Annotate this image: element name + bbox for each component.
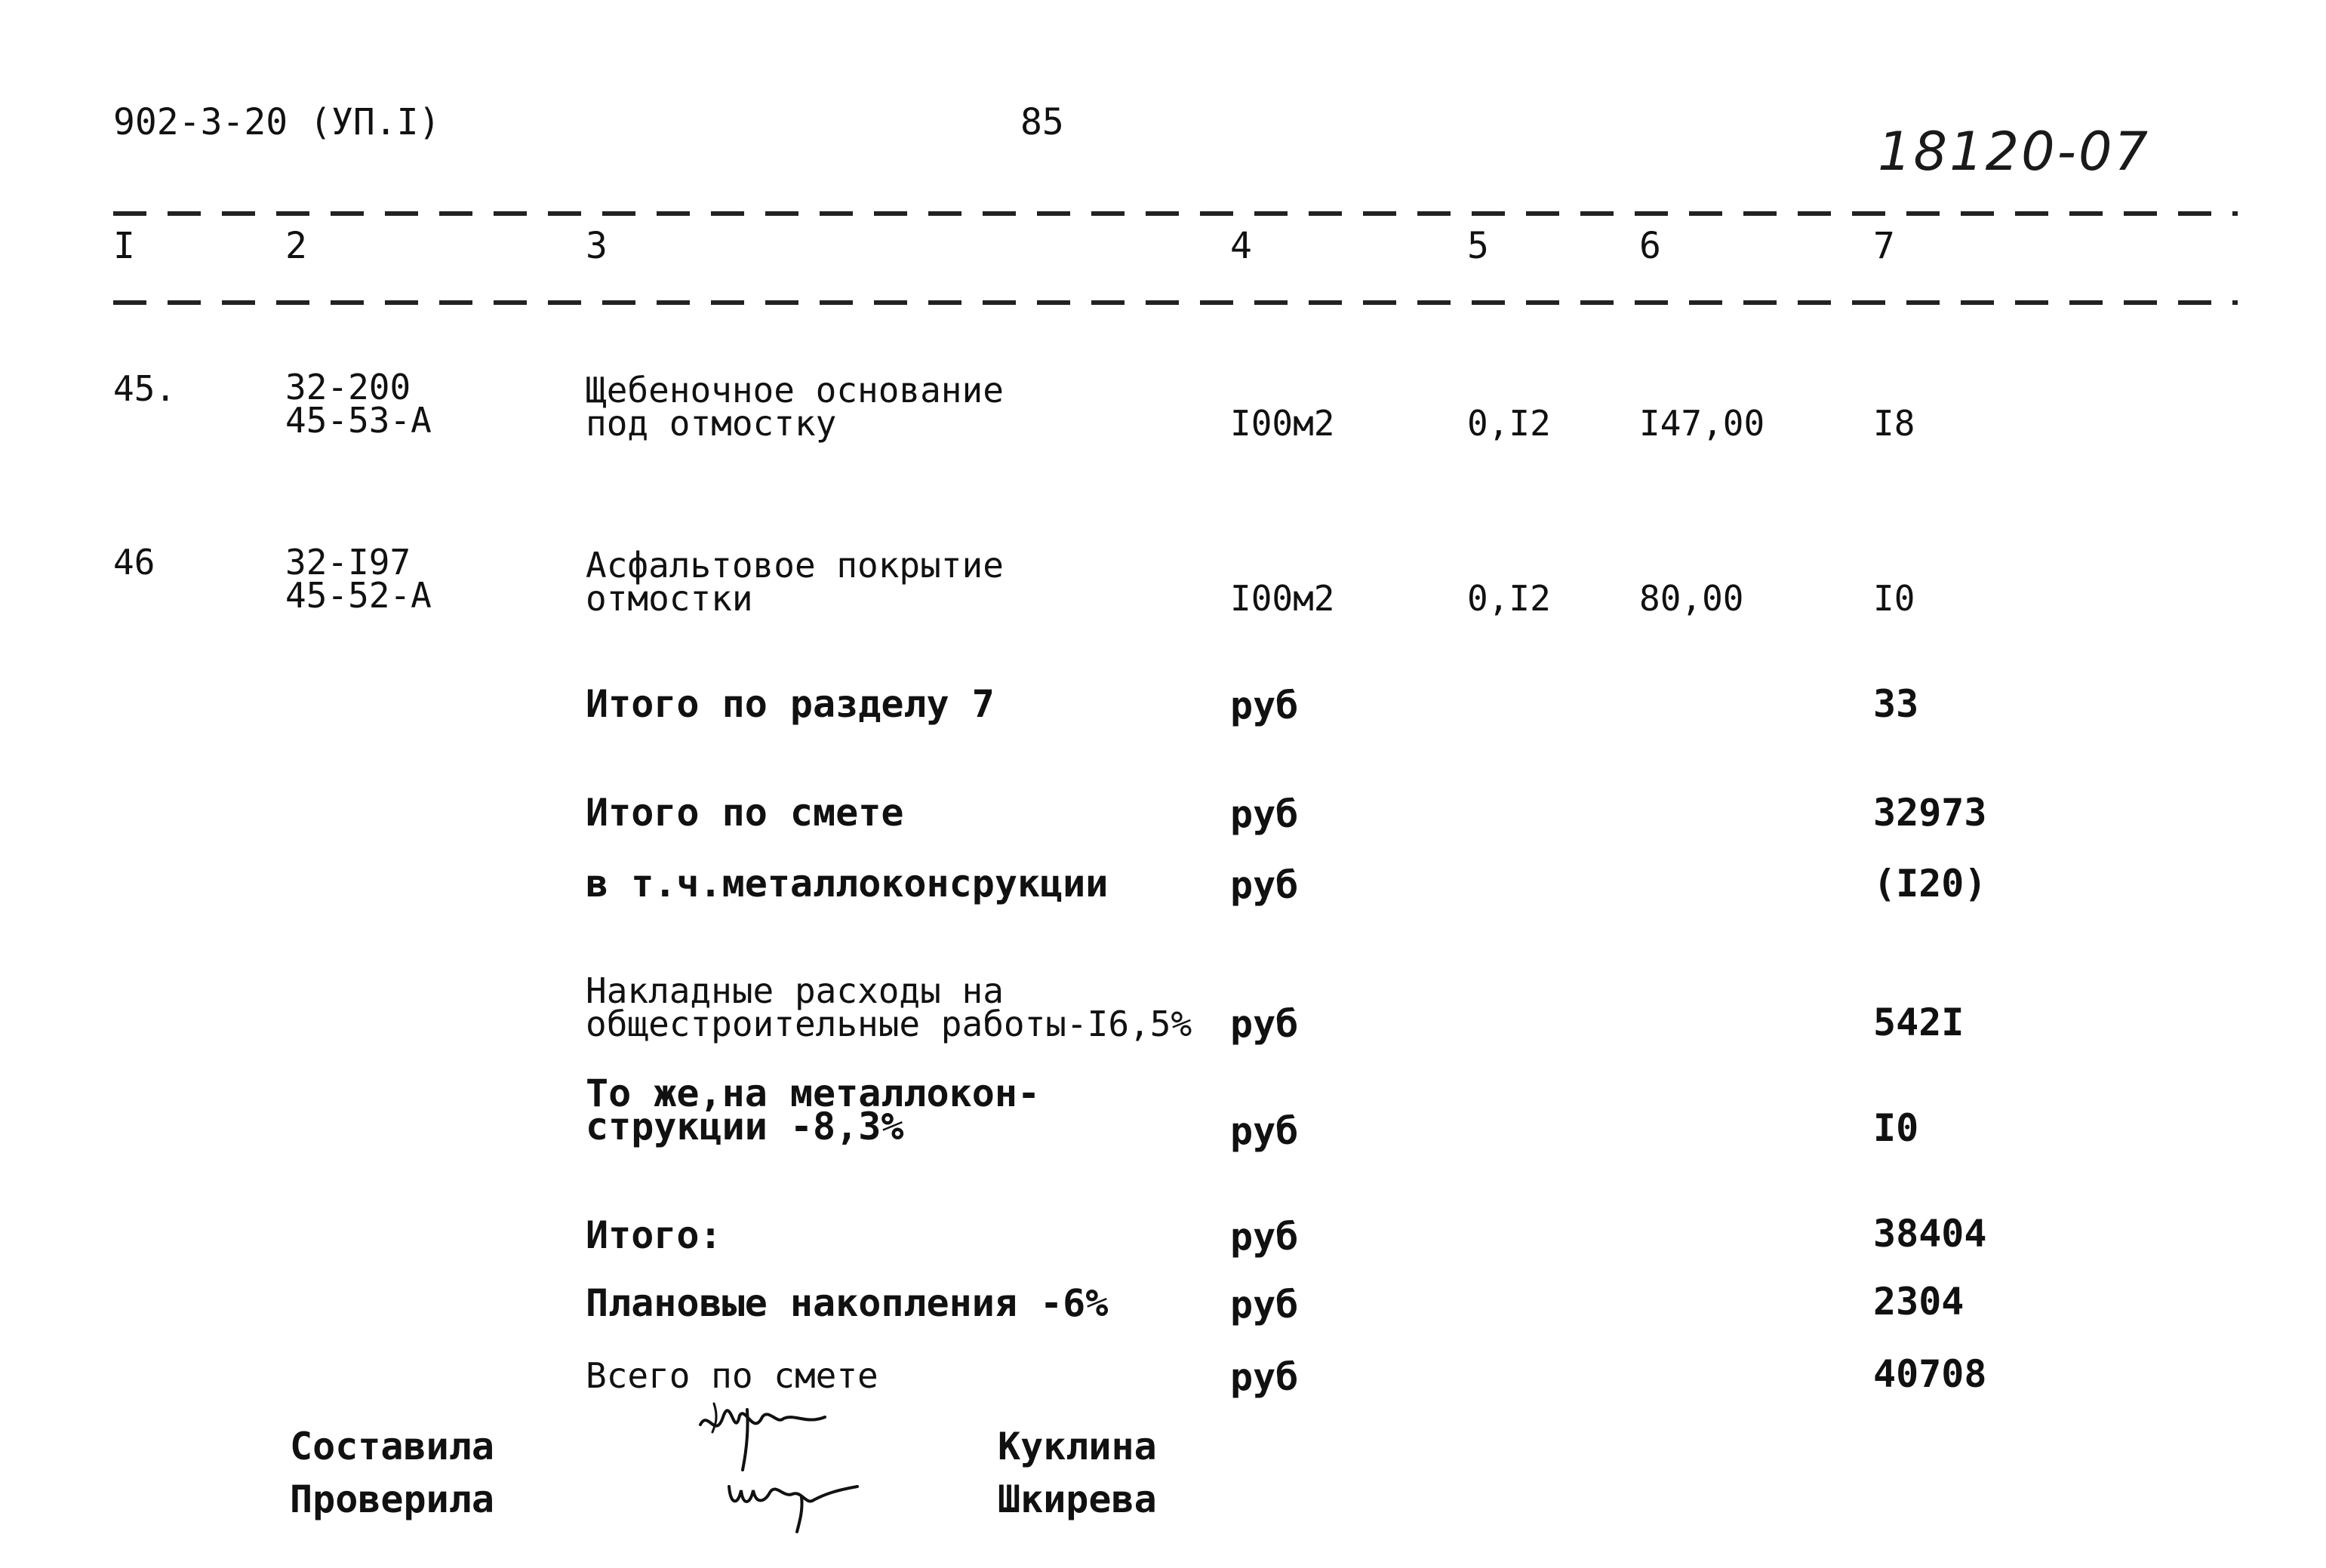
unit-price: I47,00 — [1639, 403, 1765, 444]
signature-checked — [723, 1464, 874, 1539]
unit: I00м2 — [1230, 578, 1335, 619]
work-description-line1: Асфальтовое покрытие — [586, 545, 1004, 586]
summary-label: Итого по смете — [586, 791, 904, 835]
work-description-line1: Щебеночное основание — [586, 370, 1004, 410]
quantity: 0,I2 — [1467, 578, 1551, 619]
stamp-number: 18120-07 — [1878, 121, 2151, 183]
summary-unit: руб — [1230, 863, 1299, 907]
rate-code-line2: 45-53-А — [285, 400, 432, 441]
column-header-5: 5 — [1467, 225, 1489, 267]
total-cost: I0 — [1873, 578, 1915, 619]
document-code: 902-3-20 (УП.I) — [113, 101, 441, 143]
page-number: 85 — [1020, 101, 1064, 143]
summary-value: 38404 — [1873, 1212, 1987, 1256]
summary-value: 2304 — [1873, 1280, 1964, 1324]
summary-unit: руб — [1230, 792, 1299, 836]
compiled-by-label: Составила — [290, 1425, 494, 1468]
summary-label-line2: струкции -8,3% — [586, 1105, 904, 1148]
unit: I00м2 — [1230, 403, 1335, 444]
rate-code-line2: 45-52-А — [285, 575, 432, 616]
quantity: 0,I2 — [1467, 403, 1551, 444]
column-header-2: 2 — [285, 225, 307, 267]
column-header-7: 7 — [1873, 225, 1895, 267]
total-cost: I8 — [1873, 403, 1915, 444]
summary-label: Итого по разделу 7 — [586, 682, 995, 726]
checked-by-name: Шкирева — [998, 1477, 1157, 1521]
row-number: 46 — [113, 542, 155, 583]
summary-label: Итого: — [586, 1213, 722, 1257]
compiled-by-name: Куклина — [998, 1425, 1157, 1468]
summary-value: I0 — [1873, 1106, 1919, 1150]
summary-value: 542I — [1873, 1001, 1964, 1044]
summary-label: Плановые накопления -6% — [586, 1281, 1109, 1325]
summary-value: (I20) — [1873, 862, 1987, 905]
summary-unit: руб — [1230, 1109, 1299, 1153]
summary-value: 32973 — [1873, 791, 1987, 835]
summary-label-line2: общестроительные работы-I6,5% — [586, 1004, 1192, 1044]
row-number: 45. — [113, 368, 177, 409]
summary-label-line1: Накладные расходы на — [586, 970, 1004, 1011]
header-rule-top — [113, 211, 2238, 216]
column-header-4: 4 — [1230, 225, 1252, 267]
summary-value: 33 — [1873, 682, 1919, 726]
summary-unit: руб — [1230, 1002, 1299, 1046]
column-header-1: I — [113, 225, 135, 267]
checked-by-label: Проверила — [290, 1477, 494, 1521]
rate-code-line1: 32-I97 — [285, 542, 411, 583]
work-description-line2: отмостки — [586, 578, 753, 619]
column-header-6: 6 — [1639, 225, 1661, 267]
summary-label-line1: То же,на металлокон- — [586, 1071, 1041, 1115]
summary-unit: руб — [1230, 684, 1299, 727]
summary-label: Всего по смете — [586, 1355, 878, 1396]
work-description-line2: под отмостку — [586, 403, 837, 444]
summary-value: 40708 — [1873, 1352, 1987, 1396]
column-header-3: 3 — [586, 225, 608, 267]
summary-unit: руб — [1230, 1355, 1299, 1399]
summary-unit: руб — [1230, 1283, 1299, 1327]
summary-unit: руб — [1230, 1215, 1299, 1259]
summary-label: в т.ч.металлоконсрукции — [586, 862, 1109, 905]
unit-price: 80,00 — [1639, 578, 1744, 619]
rate-code-line1: 32-200 — [285, 367, 411, 407]
header-rule-bottom — [113, 300, 2238, 305]
